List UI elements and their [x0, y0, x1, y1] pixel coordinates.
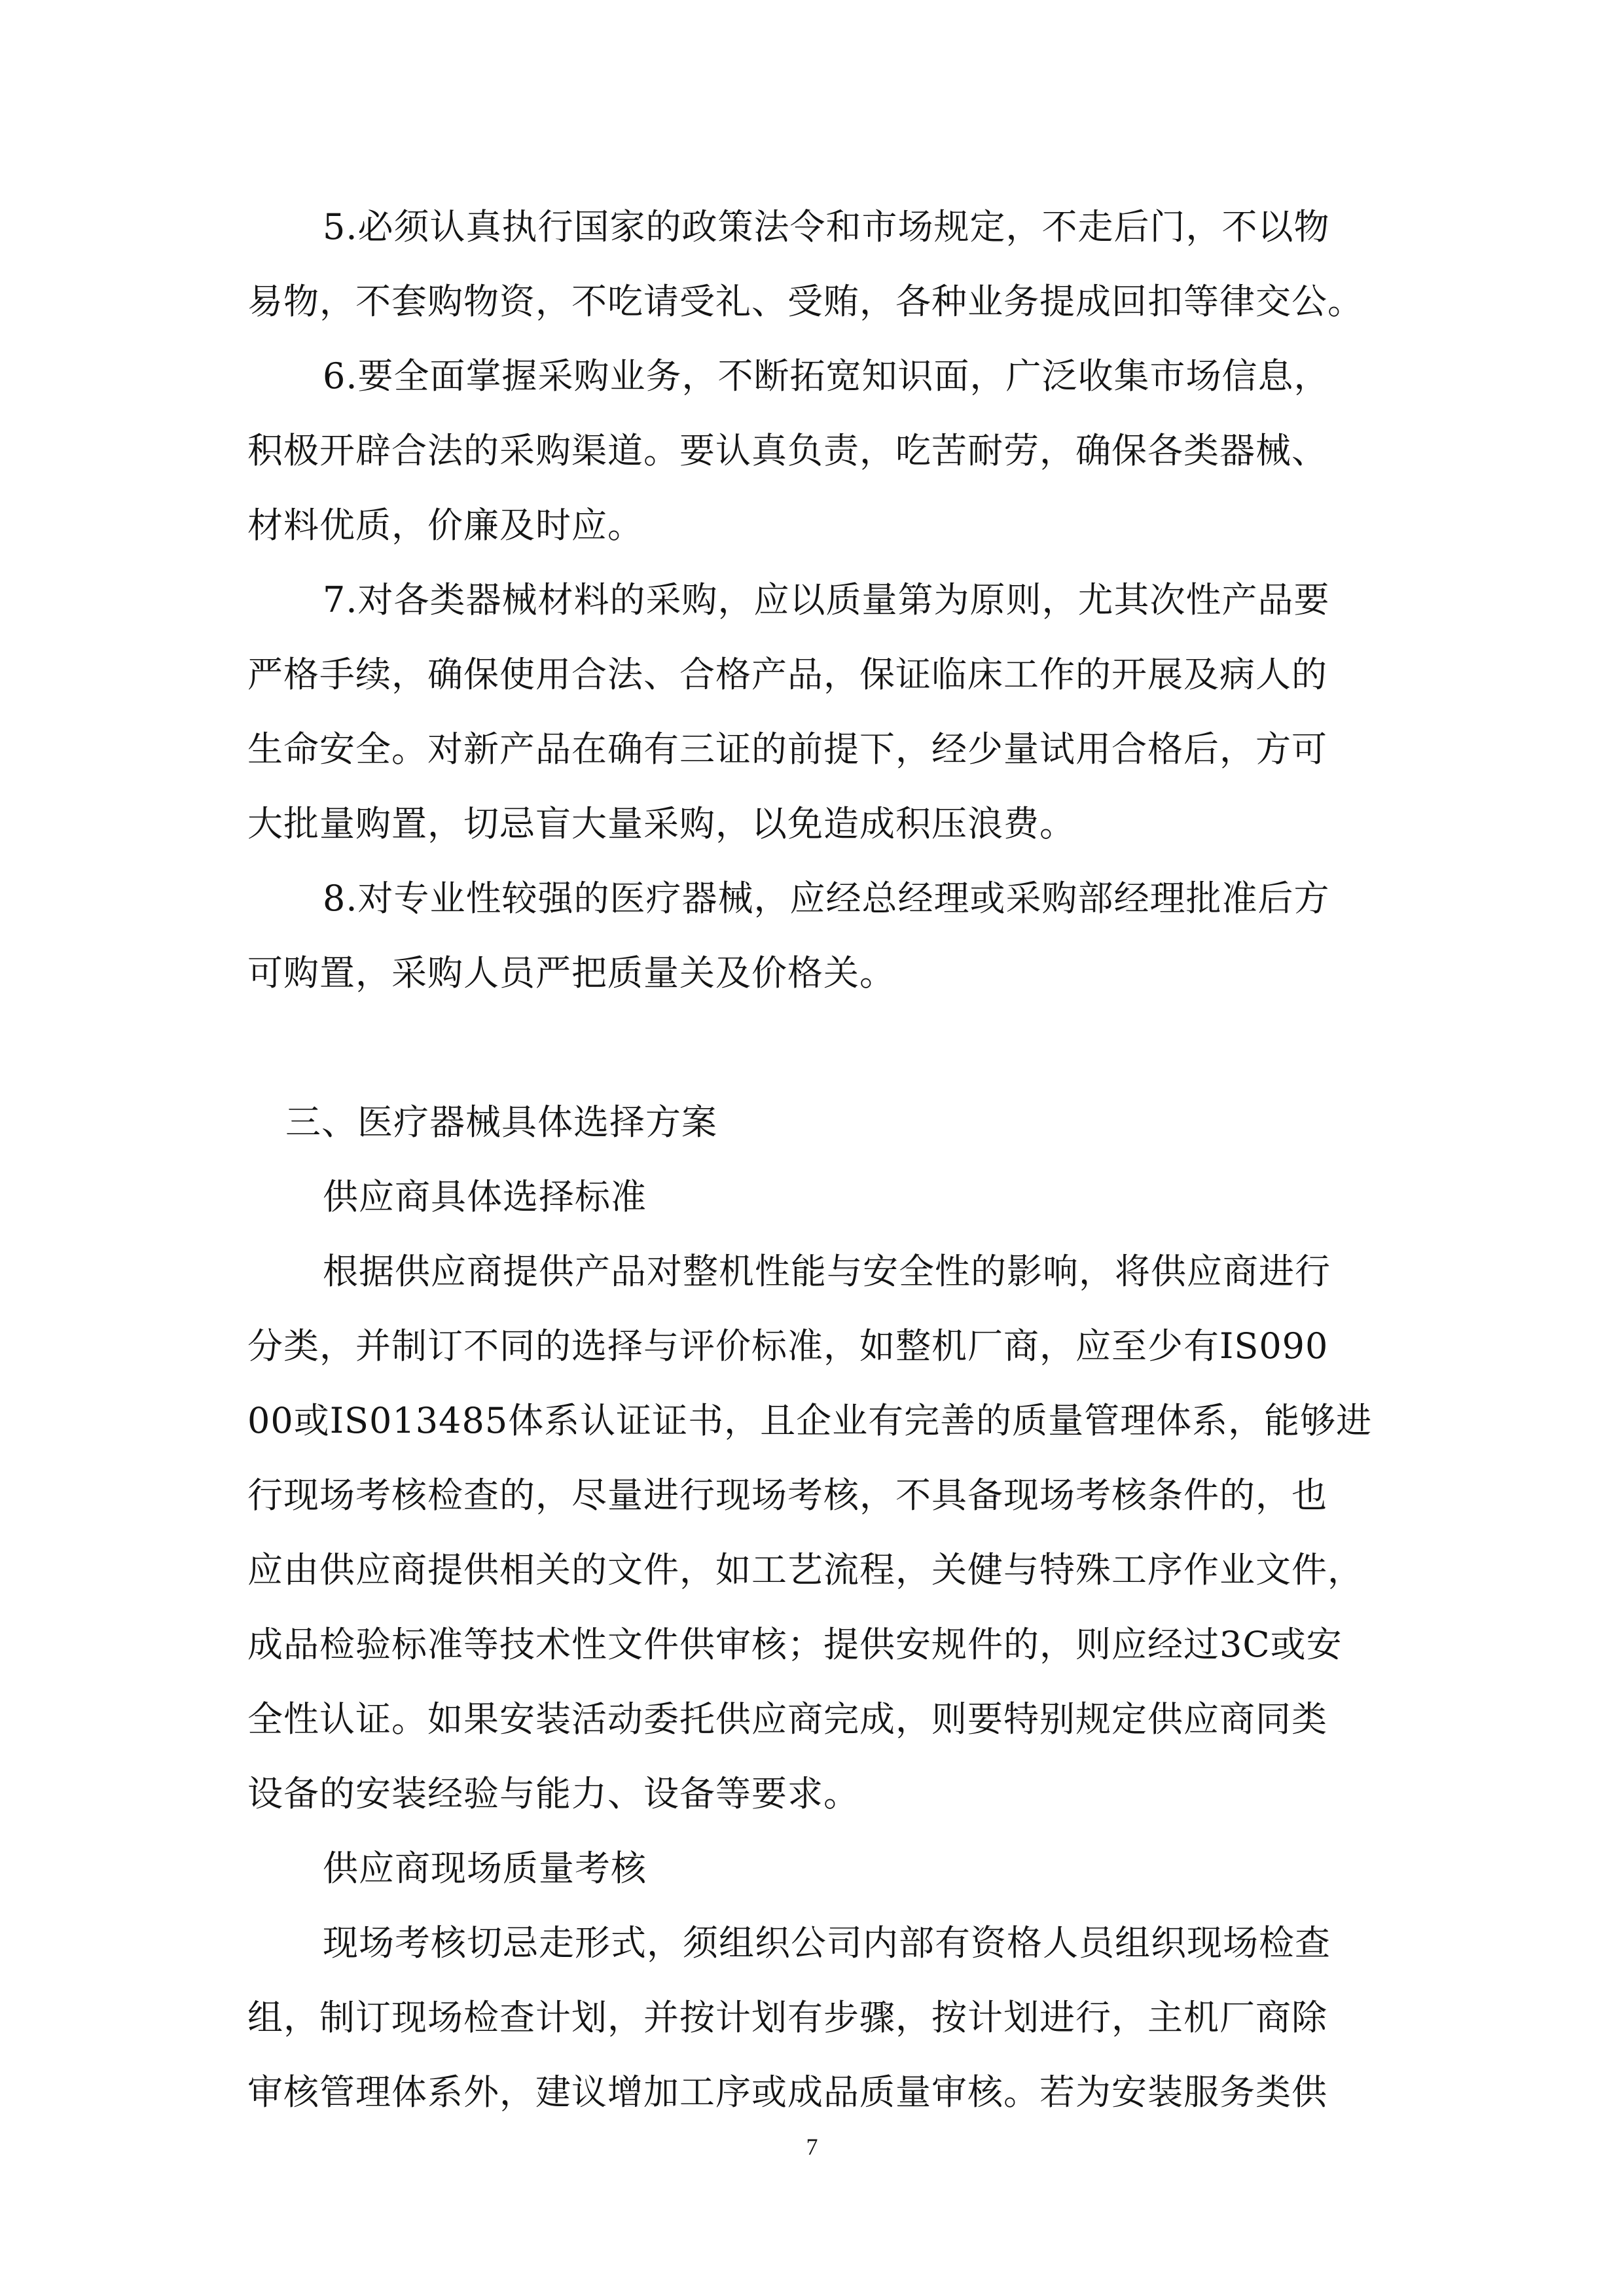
paragraph-line: 组，制订现场检查计划，并按计划有步骤，按计划进行，主机厂商除: [247, 1997, 1327, 2038]
paragraph-line: 易物，不套购物资，不吃请受礼、受贿，各种业务提成回扣等律交公。: [247, 281, 1363, 322]
paragraph-line: 行现场考核检查的，尽量进行现场考核，不具备现场考核条件的，也: [247, 1475, 1327, 1516]
paragraph-line: 全性认证。如果安装活动委托供应商完成，则要特别规定供应商同类: [247, 1698, 1327, 1740]
paragraph-line: 分类，并制订不同的选择与评价标准，如整机厂商，应至少有IS090: [247, 1325, 1329, 1367]
paragraph-line: 积极开辟合法的采购渠道。要认真负责，吃苦耐劳，确保各类器械、: [247, 430, 1327, 471]
page-body: [247, 190, 1386, 2130]
paragraph-line: 根据供应商提供产品对整机性能与安全性的影响，将供应商进行: [323, 1251, 1331, 1292]
paragraph-line: 应由供应商提供相关的文件，如工艺流程，关健与特殊工序作业文件，: [247, 1549, 1363, 1590]
subsection-title: 供应商现场质量考核: [323, 1848, 647, 1889]
subsection-title: 供应商具体选择标准: [323, 1176, 647, 1217]
section-spacer: [247, 1011, 1386, 1085]
paragraph-line: 00或IS013485体系认证证书，且企业有完善的质量管理体系，能够进: [247, 1400, 1373, 1441]
paragraph-line: 6.要全面掌握采购业务，不断拓宽知识面，广泛收集市场信息，: [323, 355, 1330, 397]
subsection-onsite-audit: [247, 1831, 1386, 2130]
paragraph-line: 严格手续，确保使用合法、合格产品，保证临床工作的开展及病人的: [247, 654, 1327, 695]
paragraph-line: 现场考核切忌走形式，须组织公司内部有资格人员组织现场检查: [323, 1922, 1331, 1964]
subsection-supplier-selection: [247, 1160, 1386, 1831]
paragraph-line: 5.必须认真执行国家的政策法令和市场规定，不走后门，不以物: [323, 206, 1330, 247]
paragraph-line: 8.对专业性较强的医疗器械，应经总经理或采购部经理批准后方: [323, 878, 1330, 919]
section-heading: 三、医疗器械具体选择方案: [285, 1102, 717, 1143]
paragraph-line: 可购置，采购人员严把质量关及价格关。: [247, 952, 895, 994]
paragraph-line: 7.对各类器械材料的采购，应以质量第为原则，尤其次性产品要: [323, 579, 1330, 620]
paragraph-item-8: [247, 861, 1386, 1011]
paragraph-item-6: [247, 339, 1386, 563]
paragraph-line: 审核管理体系外，建议增加工序或成品质量审核。若为安装服务类供: [247, 2072, 1327, 2113]
paragraph-line: 大批量购置，切忌盲大量采购，以免造成积压浪费。: [247, 803, 1075, 844]
paragraph-line: 成品检验标准等技术性文件供审核；提供安规件的，则应经过3C或安: [247, 1624, 1343, 1665]
paragraph-item-7: [247, 563, 1386, 861]
paragraph-item-5: [247, 190, 1386, 339]
paragraph-line: 生命安全。对新产品在确有三证的前提下，经少量试用合格后，方可: [247, 728, 1327, 770]
page-number: 7: [806, 2134, 818, 2160]
paragraph-line: 材料优质，价廉及时应。: [247, 505, 643, 546]
paragraph-line: 设备的安装经验与能力、设备等要求。: [247, 1773, 859, 1814]
